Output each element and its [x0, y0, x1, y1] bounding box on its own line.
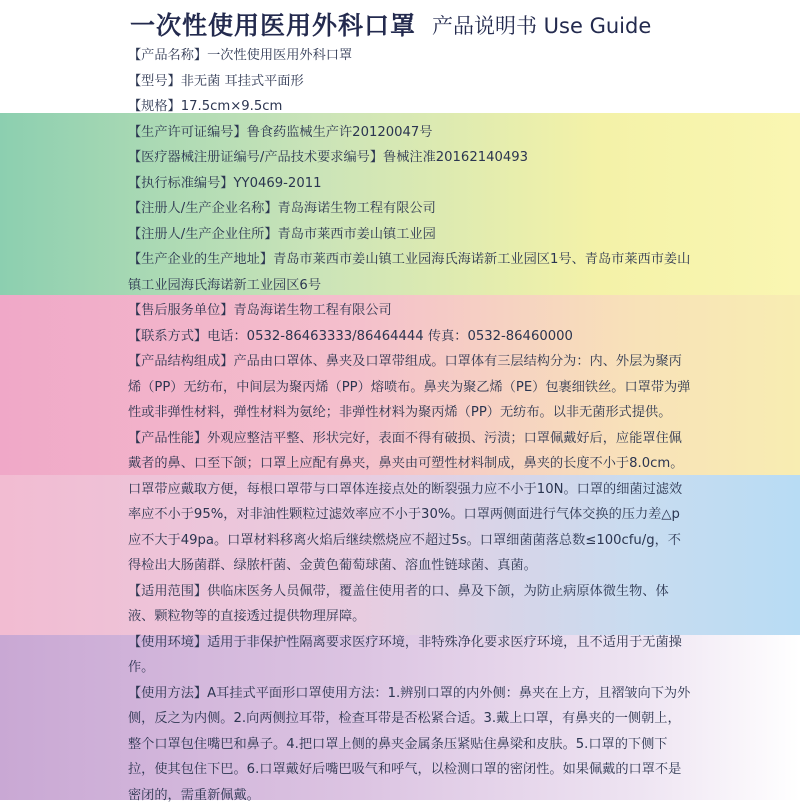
entry-manufacturer [128, 196, 693, 222]
entry-label: 【执行标准编号】 [128, 176, 234, 191]
entry-label: 【产品名称】 [128, 48, 207, 63]
entry-label: 【注册人/生产企业住所】 [128, 227, 278, 242]
entry-text: 供临床医务人员佩带，覆盖住使用者的口、鼻及下颌，为防止病原体微生物、体液、颗粒物等的直接透过提供物理屏障。 [128, 584, 669, 625]
entry-label: 【售后服务单位】 [128, 303, 234, 318]
entry-text: 一次性使用医用外科口罩 [207, 48, 352, 63]
entry-label: 【适用范围】 [128, 584, 207, 599]
page-title: 一次性使用医用外科口罩 [130, 6, 416, 42]
entry-text: 鲁械注准20162140493 [383, 150, 528, 165]
entry-text: 电话：0532-86463333/86464444 传真：0532-86460000 [207, 329, 573, 344]
entry-production-address [128, 247, 693, 298]
entry-environment [128, 630, 693, 681]
instruction-body [128, 43, 693, 808]
entry-standard [128, 171, 693, 197]
entry-text: 17.5cm×9.5cm [181, 99, 283, 114]
entry-text: 青岛海诺生物工程有限公司 [234, 303, 392, 318]
entry-label: 【医疗器械注册证编号/产品技术要求编号】 [128, 150, 383, 165]
entry-text: 产品由口罩体、鼻夹及口罩带组成。口罩体有三层结构分为：内、外层为聚丙烯（PP）无纺布，中间层为聚丙烯（PP）熔喷布。鼻夹为聚乙烯（PE）包裹细铁丝。口罩带为弹性或非弹性材料，弹性材料为氨纶；非弹性材料为聚丙烯（PP）无纺布。以非无菌形式提供。 [128, 354, 690, 420]
entry-spec [128, 94, 693, 120]
entry-text: 外观应整洁平整、形状完好，表面不得有破损、污渍；口罩佩戴好后，应能罩住佩戴者的鼻、口至下颌；口罩上应配有鼻夹，鼻夹由可塑性材料制成，鼻夹的长度不小于8.0cm。口罩带应戴取方便，每根口罩带与口罩体连接点处的断裂强力应不小于10N。口罩的细菌过滤效率应不小于95%，对非油性颗粒过滤效率应不小于30%。口罩两侧面进行气体交换的压力差△p应不大于49pa。口罩材料移离火焰后继续燃烧应不超过5s。口罩细菌菌落总数≤100cfu/g，不得检出大肠菌群、绿脓杆菌、金黄色葡萄球菌、溶血性链球菌、真菌。 [128, 431, 683, 574]
entry-text: 适用于非保护性隔离要求医疗环境，非特殊净化要求医疗环境，且不适用于无菌操作。 [128, 635, 682, 676]
entry-label: 【使用环境】 [128, 635, 207, 650]
entry-product-name [128, 43, 693, 69]
entry-production-license [128, 120, 693, 146]
entry-contact [128, 324, 693, 350]
document-header [0, 0, 800, 46]
entry-label: 【型号】 [128, 74, 181, 89]
entry-manufacturer-address [128, 222, 693, 248]
page-subtitle: 产品说明书 Use Guide [432, 10, 651, 40]
entry-text: 非无菌 耳挂式平面形 [181, 74, 304, 89]
entry-label: 【产品结构组成】 [128, 354, 234, 369]
entry-performance [128, 426, 693, 579]
entry-text: YY0469-2011 [234, 176, 322, 191]
entry-structure [128, 349, 693, 426]
entry-scope [128, 579, 693, 630]
entry-after-sales [128, 298, 693, 324]
entry-text: 青岛市莱西市姜山镇工业园 [278, 227, 436, 242]
entry-label: 【注册人/生产企业名称】 [128, 201, 278, 216]
entry-usage [128, 681, 693, 808]
entry-text: A耳挂式平面形口罩使用方法：1.辨别口罩的内外侧：鼻夹在上方，且褶皱向下为外侧，反之为内侧。2.向两侧拉耳带，检查耳带是否松紧合适。3.戴上口罩，有鼻夹的一侧朝上，整个口罩包住嘴巴和鼻子。4.把口罩上侧的鼻夹金属条压紧贴住鼻梁和皮肤。5.口罩的下侧下拉，使其包住下巴。6.口罩戴好后嘴巴吸气和呼气，以检测口罩的密闭性。如果佩戴的口罩不是密闭的，需重新佩戴。 [128, 686, 690, 803]
entry-text: 青岛海诺生物工程有限公司 [278, 201, 436, 216]
entry-label: 【联系方式】 [128, 329, 207, 344]
entry-text: 青岛市莱西市姜山镇工业园海氏海诺新工业园区1号、青岛市莱西市姜山镇工业园海氏海诺新工业园区6号 [128, 252, 690, 293]
entry-label: 【生产许可证编号】 [128, 125, 247, 140]
entry-model [128, 69, 693, 95]
entry-registration-number [128, 145, 693, 171]
entry-label: 【使用方法】 [128, 686, 207, 701]
entry-label: 【产品性能】 [128, 431, 207, 446]
entry-label: 【生产企业的生产地址】 [128, 252, 273, 267]
entry-text: 鲁食药监械生产许20120047号 [247, 125, 433, 140]
entry-label: 【规格】 [128, 99, 181, 114]
